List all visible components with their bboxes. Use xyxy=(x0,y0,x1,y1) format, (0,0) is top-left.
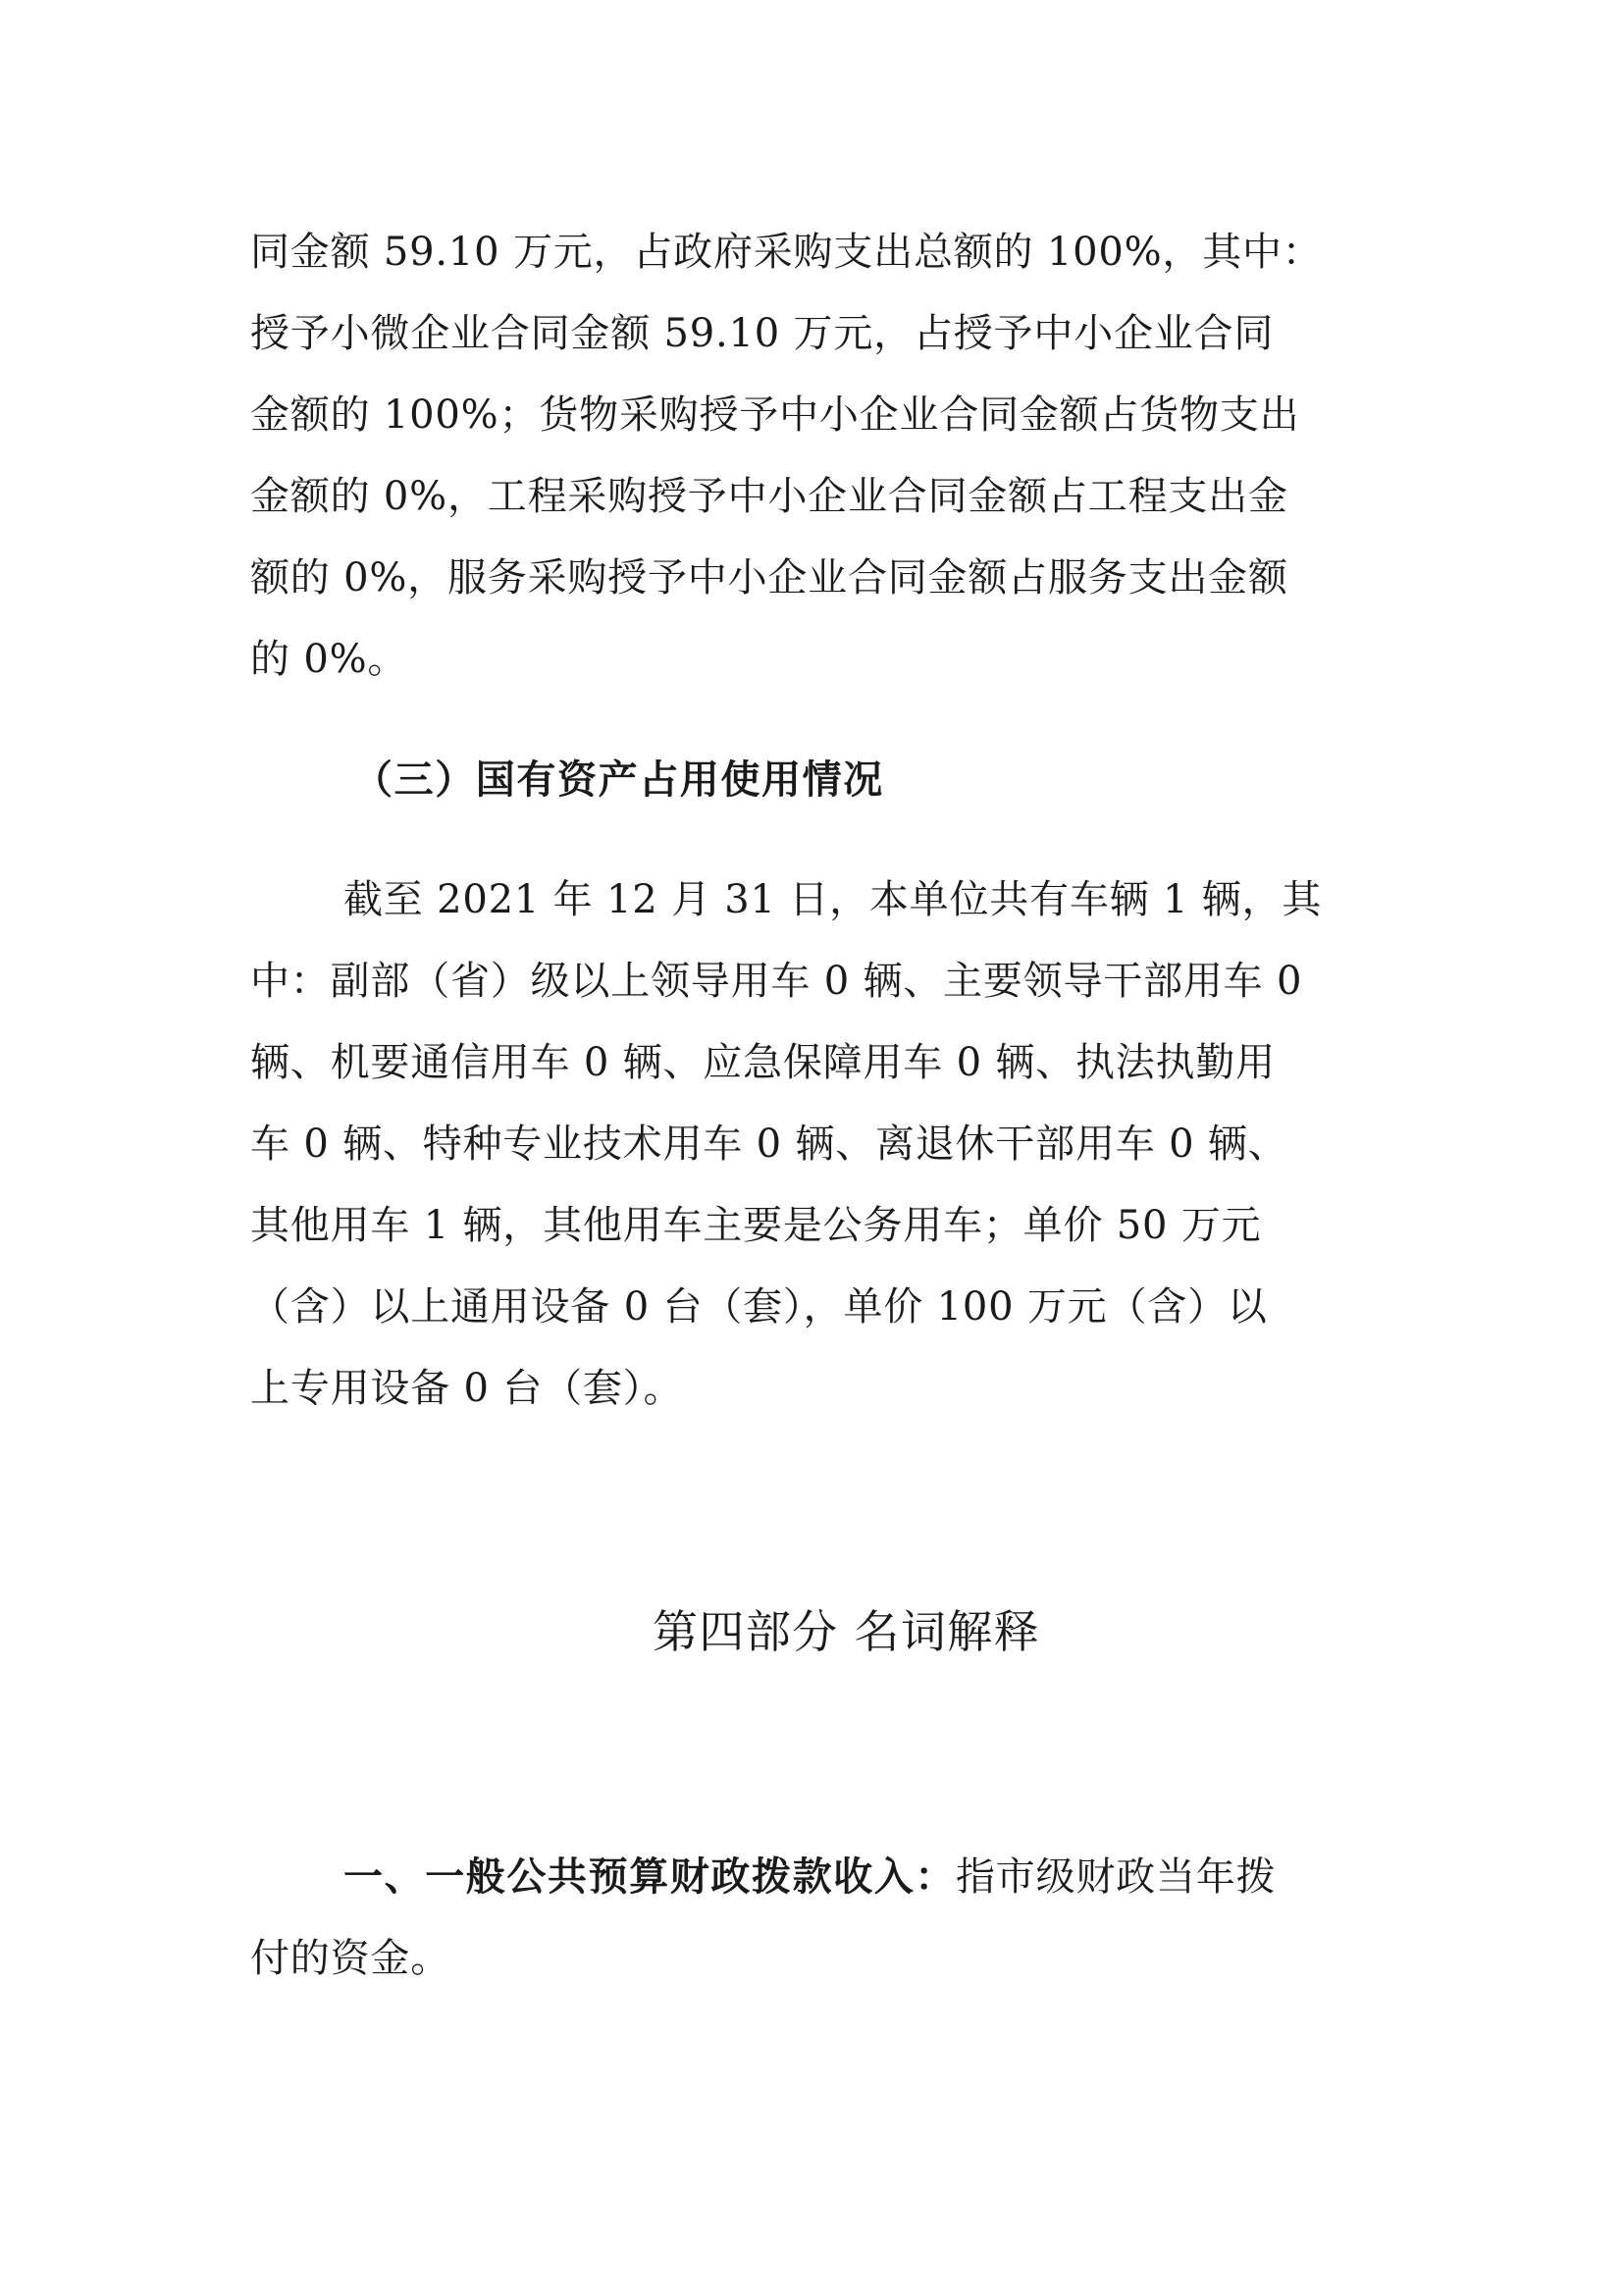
paragraph-line: 额的 0%，服务采购授予中小企业合同金额占服务支出金额 xyxy=(250,555,1288,600)
term-text: 指市级财政当年拨 xyxy=(956,1854,1277,1900)
paragraph-line: 金额的 100%；货物采购授予中小企业合同金额占货物支出 xyxy=(250,392,1300,438)
paragraph-line: 金额的 0%，工程采购授予中小企业合同金额占工程支出金 xyxy=(250,474,1288,519)
paragraph-line: 截至 2021 年 12 月 31 日，本单位共有车辆 1 辆，其 xyxy=(343,877,1323,922)
paragraph-line: 中：副部（省）级以上领导用车 0 辆、主要领导干部用车 0 xyxy=(250,959,1303,1004)
paragraph-line: 授予小微企业合同金额 59.10 万元，占授予中小企业合同 xyxy=(250,311,1275,356)
paragraph-line: 车 0 辆、特种专业技术用车 0 辆、离退休干部用车 0 辆、 xyxy=(250,1122,1288,1167)
section-title: （三）国有资产占用使用情况 xyxy=(353,757,884,803)
term-definition-line xyxy=(343,1853,1277,1900)
term-definition-line: 付的资金。 xyxy=(250,1936,450,1981)
paragraph-line: 其他用车 1 辆，其他用车主要是公务用车；单价 50 万元 xyxy=(250,1203,1262,1248)
paragraph-line: 上专用设备 0 台（套）。 xyxy=(250,1366,684,1411)
paragraph-line: 辆、机要通信用车 0 辆、应急保障用车 0 辆、执法执勤用 xyxy=(250,1040,1276,1085)
part-heading: 第四部分 名词解释 xyxy=(652,1605,1041,1658)
paragraph-line: 同金额 59.10 万元，占政府采购支出总额的 100%，其中： xyxy=(250,230,1323,275)
paragraph-line: （含）以上通用设备 0 台（套），单价 100 万元（含）以 xyxy=(250,1284,1268,1330)
term-label: 一、一般公共预算财政拨款收入： xyxy=(343,1853,956,1900)
paragraph-line: 的 0%。 xyxy=(250,637,408,682)
